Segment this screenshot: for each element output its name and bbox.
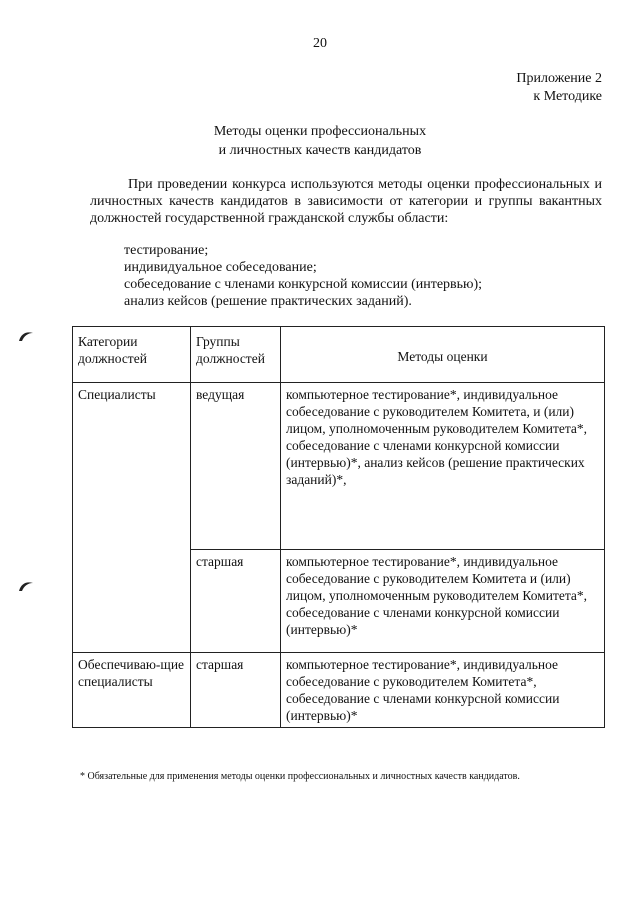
table-header-row [73, 327, 605, 383]
page-number: 20 [313, 36, 327, 51]
appendix-reference [516, 70, 602, 106]
intro-text: При проведении конкурса используются методы оценки профессиональных и личностных качеств кандидатов в зависимости от категории и группы вакантных должностей государственной гражданской службы области: [90, 177, 602, 226]
category-cell: Специалисты [73, 383, 191, 653]
methods-cell: компьютерное тестирование*, индивидуальное собеседование с руководителем Комитета и (или) лицом, уполномоченным руководителем Комитета*, собеседование с членами конкурсной комиссии (интервью)* [281, 550, 605, 653]
footnote: * Обязательные для применения методы оценки профессиональных и личностных качеств кандидатов. [80, 771, 520, 782]
methods-cell: компьютерное тестирование*, индивидуальное собеседование с руководителем Комитета*, собеседование с членами конкурсной комиссии (интервью)* [281, 653, 605, 728]
header-methods: Методы оценки [281, 327, 605, 383]
method-item: анализ кейсов (решение практических заданий). [124, 294, 412, 309]
appendix-line-2: к Методике [533, 89, 602, 104]
table-row [73, 653, 605, 728]
group-cell: старшая [191, 550, 281, 653]
methods-cell: компьютерное тестирование*, индивидуальное собеседование с руководителем Комитета, и (или) лицом, уполномоченным руководителем Комитета*, собеседование с членами конкурсной комиссии (интервью)*, анализ кейсов (решение практических заданий)*, [281, 383, 605, 550]
hole-punch-mark [18, 330, 34, 342]
method-item: индивидуальное собеседование; [124, 260, 317, 275]
assessment-methods-table [72, 326, 605, 728]
title-line-2: и личностных качеств кандидатов [218, 143, 422, 158]
title-line-1: Методы оценки профессиональных [213, 124, 427, 139]
table-row [73, 383, 605, 550]
appendix-line-1: Приложение 2 [516, 71, 602, 86]
document-title [0, 122, 640, 160]
method-item: собеседование с членами конкурсной комиссии (интервью); [124, 277, 483, 292]
methods-list [124, 242, 482, 310]
category-cell: Обеспечиваю-щие специалисты [73, 653, 191, 728]
hole-punch-mark [18, 580, 34, 592]
method-item: тестирование; [124, 243, 209, 258]
group-cell: старшая [191, 653, 281, 728]
header-category: Категории должностей [73, 327, 191, 383]
group-cell: ведущая [191, 383, 281, 550]
intro-paragraph [90, 176, 602, 227]
header-group: Группы должностей [191, 327, 281, 383]
